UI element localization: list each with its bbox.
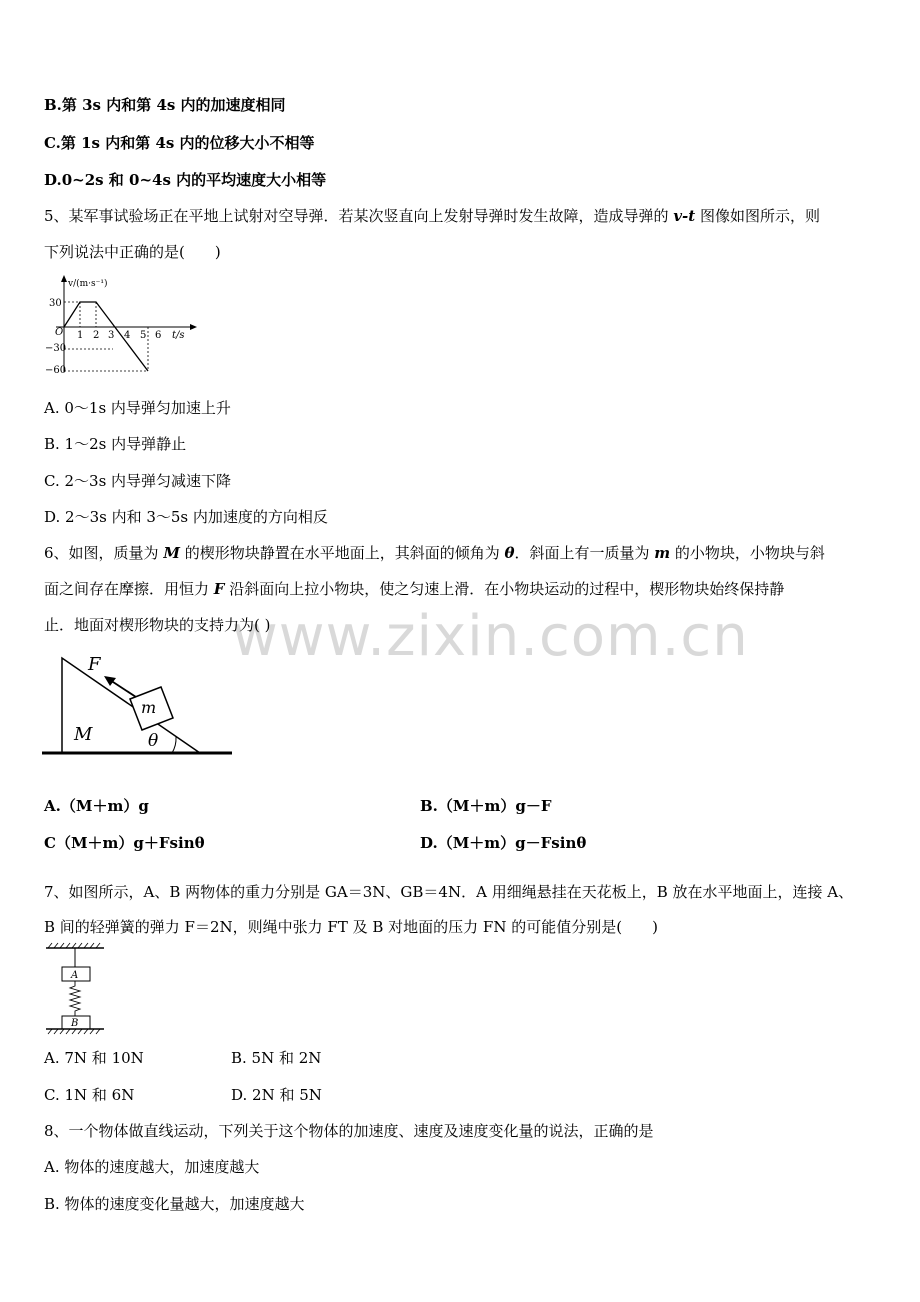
q6-text-d: 的小物块，小物块与斜 (670, 544, 825, 562)
q6-stem-line3: 止．地面对楔形物块的支持力为( ) (44, 616, 271, 634)
q7-fig-A: A (71, 970, 79, 981)
q5-option-b: B. 1～2s 内导弹静止 (44, 435, 187, 453)
q6-option-a: A.（M＋m）g (44, 797, 149, 815)
prev-option-c: C.第 1s 内和第 4s 内的位移大小不相等 (44, 134, 315, 152)
q6-stem-line2 (44, 579, 784, 599)
q6-fig-theta: θ (148, 731, 159, 751)
q6-stem-line1 (44, 543, 825, 563)
prev-option-d: D.0~2s 和 0~4s 内的平均速度大小相等 (44, 171, 327, 189)
q6-text-e: 面之间存在摩擦．用恒力 (44, 580, 214, 598)
q5-stem-line2: 下列说法中正确的是( ) (44, 243, 221, 261)
q5-ylabel: v/(m·s⁻¹) (68, 279, 108, 289)
q6-text-b: 的楔形物块静置在水平地面上，其斜面的倾角为 (179, 544, 505, 562)
q6-fig-M: M (74, 724, 93, 745)
q5-xtick-5: 5 (140, 330, 147, 341)
q6-text-c: ．斜面上有一质量为 (514, 544, 655, 562)
q7-spring-figure (44, 942, 108, 1036)
q5-xtick-3: 3 (108, 330, 115, 341)
watermark: www.zixin.com.cn (232, 604, 749, 669)
q5-option-d: D. 2～3s 内和 3～5s 内加速度的方向相反 (44, 508, 328, 526)
q6-option-b: B.（M＋m）g－F (420, 797, 552, 815)
q7-fig-B: B (71, 1018, 79, 1029)
q6-m: m (654, 544, 671, 562)
q5-xtick-2: 2 (93, 330, 100, 341)
q6-option-d: D.（M＋m）g－Fsinθ (420, 834, 587, 852)
q8-option-a: A. 物体的速度越大，加速度越大 (44, 1158, 260, 1176)
q6-theta: θ (504, 544, 515, 562)
prev-option-b: B.第 3s 内和第 4s 内的加速度相同 (44, 96, 286, 114)
q8-stem: 8、一个物体做直线运动，下列关于这个物体的加速度、速度及速度变化量的说法，正确的是 (44, 1122, 654, 1140)
q6-fig-m: m (141, 698, 157, 717)
q5-xtick-6: 6 (155, 330, 162, 341)
q6-fig-F: F (88, 654, 101, 675)
q5-ytick-neg60: −60 (45, 365, 67, 376)
q7-option-d: D. 2N 和 5N (231, 1086, 322, 1104)
q5-vt-graph (44, 272, 204, 380)
q7-stem-line2: B 间的轻弹簧的弹力 F＝2N，则绳中张力 FT 及 B 对地面的压力 FN 的可能值分别是( ) (44, 918, 658, 936)
q5-origin: O (55, 327, 64, 338)
q6-M: M (163, 544, 180, 562)
q5-ytick-30: 30 (49, 298, 62, 309)
q5-xtick-1: 1 (77, 330, 84, 341)
q7-option-a: A. 7N 和 10N (44, 1049, 144, 1067)
q8-option-b: B. 物体的速度变化量越大，加速度越大 (44, 1195, 305, 1213)
q5-stem-line1 (44, 206, 820, 226)
q5-option-c: C. 2～3s 内导弹匀减速下降 (44, 472, 232, 490)
q6-option-c: C（M＋m）g＋Fsinθ (44, 834, 205, 852)
q7-stem-line1: 7、如图所示，A、B 两物体的重力分别是 GA＝3N、GB＝4N．A 用细绳悬挂在天花板上，B 放在水平地面上，连接 A、 (44, 883, 854, 901)
q5-stem-text-a: 5、某军事试验场正在平地上试射对空导弹．若某次竖直向上发射导弹时发生故障，造成导弹的 (44, 207, 674, 225)
q7-option-c: C. 1N 和 6N (44, 1086, 135, 1104)
q7-option-b: B. 5N 和 2N (231, 1049, 322, 1067)
q5-vt-label: v-t (673, 207, 696, 225)
q6-wedge-figure (40, 648, 236, 760)
q5-ytick-neg30: −30 (45, 343, 67, 354)
q5-xtick-4: 4 (124, 330, 131, 341)
q6-F: F (213, 580, 225, 598)
q6-text-a: 6、如图，质量为 (44, 544, 164, 562)
q5-option-a: A. 0～1s 内导弹匀加速上升 (44, 399, 231, 417)
q6-text-f: 沿斜面向上拉小物块，使之匀速上滑．在小物块运动的过程中，楔形物块始终保持静 (224, 580, 785, 598)
q5-xlabel: t/s (172, 330, 185, 341)
q5-stem-text-b: 图像如图所示，则 (695, 207, 820, 225)
